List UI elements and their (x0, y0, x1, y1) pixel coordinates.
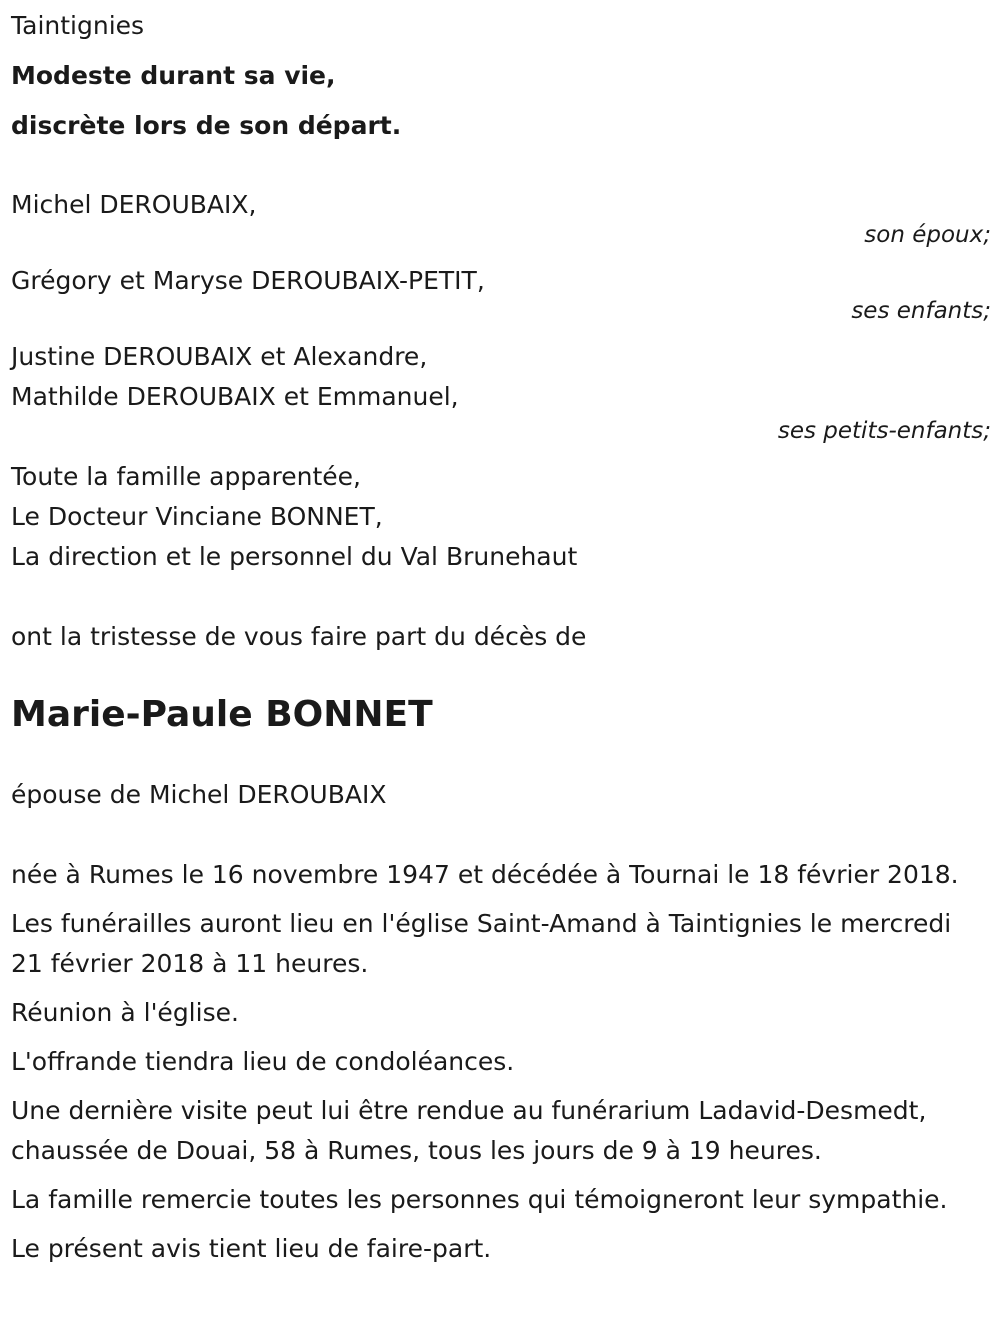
detail-offering: L'offrande tiendra lieu de condoléances. (11, 1047, 515, 1076)
grandchild-1: Justine DEROUBAIX et Alexandre, (11, 342, 428, 371)
relatives-line-1: Toute la famille apparentée, (11, 462, 361, 491)
detail-reunion: Réunion à l'église. (11, 998, 239, 1027)
detail-visit: Une dernière visite peut lui être rendue au funérarium Ladavid-Desmedt, chaussée de Douai, 58 à Rumes, tous les jours de 9 à 19 heures. (11, 1096, 927, 1165)
children-names: Grégory et Maryse DEROUBAIX-PETIT, (11, 266, 485, 295)
detail-funeral: Les funérailles auront lieu en l'église Saint-Amand à Taintignies le mercredi 21 février 2018 à 11 heures. (11, 909, 952, 978)
obituary-notice (11, 0, 991, 1269)
detail-thanks: La famille remercie toutes les personnes qui témoigneront leur sympathie. (11, 1185, 948, 1214)
announcement-text: ont la tristesse de vous faire part du décès de (11, 622, 587, 651)
detail-notice: Le présent avis tient lieu de faire-part. (11, 1234, 492, 1263)
spouse-role: son époux; (864, 222, 991, 248)
place-name: Taintignies (11, 11, 145, 40)
epigraph-line-2: discrète lors de son départ. (11, 111, 402, 140)
epigraph-line-1: Modeste durant sa vie, (11, 61, 336, 90)
deceased-spouse-of: épouse de Michel DEROUBAIX (11, 780, 387, 809)
grandchild-2: Mathilde DEROUBAIX et Emmanuel, (11, 382, 459, 411)
relatives-line-2: Le Docteur Vinciane BONNET, (11, 502, 383, 531)
grandchildren-role: ses petits-enfants; (777, 418, 991, 444)
detail-birth-death: née à Rumes le 16 novembre 1947 et décédée à Tournai le 18 février 2018. (11, 860, 959, 889)
relatives-line-3: La direction et le personnel du Val Brunehaut (11, 542, 578, 571)
deceased-name: Marie-Paule BONNET (11, 694, 433, 735)
children-role: ses enfants; (851, 298, 991, 324)
spouse-name: Michel DEROUBAIX, (11, 190, 257, 219)
